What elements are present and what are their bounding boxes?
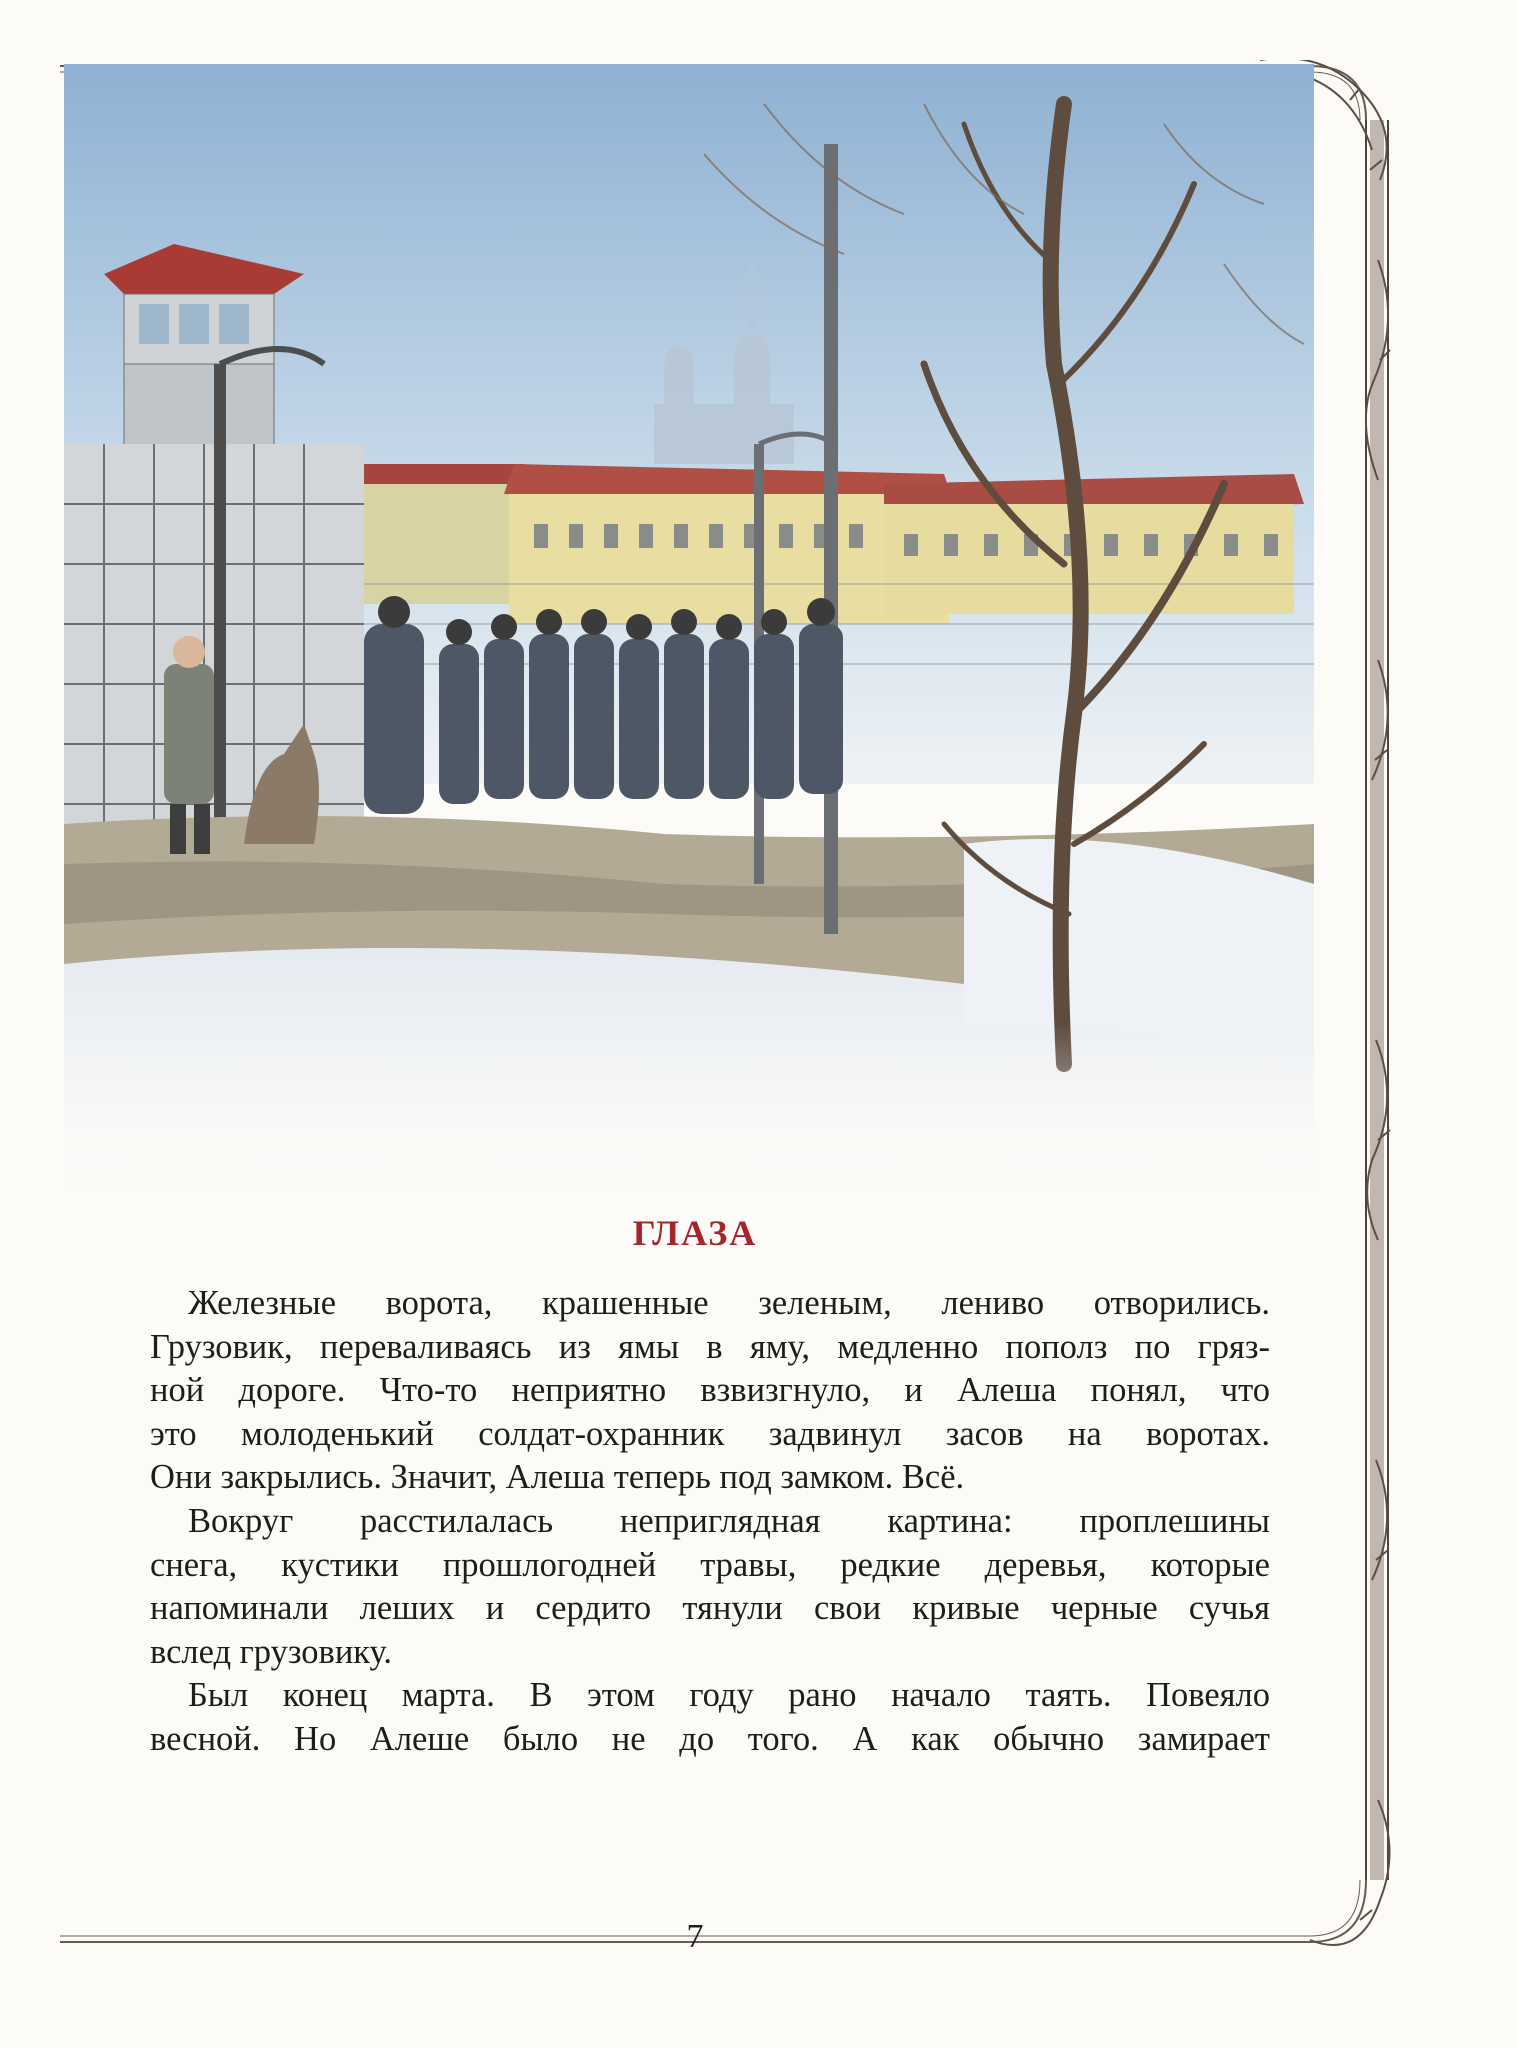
text-line: Был конец марта. В этом году рано начало таять. Повеяло: [188, 1676, 1270, 1715]
page-number: 7: [686, 1918, 704, 1955]
text-line: напоминали леших и сердито тянули свои кривые черные сучья: [150, 1589, 1270, 1628]
text-line: ной дороге. Что-то неприятно взвизгнуло, и Алеша понял, что: [150, 1371, 1270, 1410]
chapter-title: ГЛАЗА: [632, 1213, 758, 1253]
prison-camp-illustration: [64, 64, 1394, 1214]
text-line: Грузовик, переваливаясь из ямы в яму, медленно пополз по гряз-: [150, 1327, 1270, 1366]
text-line: это молоденький солдат-охранник задвинул засов на воротах.: [150, 1414, 1270, 1453]
text-line: Железные ворота, крашенные зеленым, лениво отворились.: [188, 1284, 1270, 1322]
text-line: весной. Но Алеше было не до того. А как обычно замирает: [150, 1719, 1270, 1758]
text-line: вслед грузовику.: [150, 1632, 392, 1671]
body-text: [150, 1282, 1270, 1762]
text-line: снега, кустики прошлогодней травы, редкие деревья, которые: [150, 1545, 1270, 1584]
text-line: Они закрылись. Значит, Алеша теперь под замком. Всё.: [150, 1458, 965, 1497]
text-line: Вокруг расстилалась неприглядная картина: проплешины: [188, 1501, 1270, 1540]
